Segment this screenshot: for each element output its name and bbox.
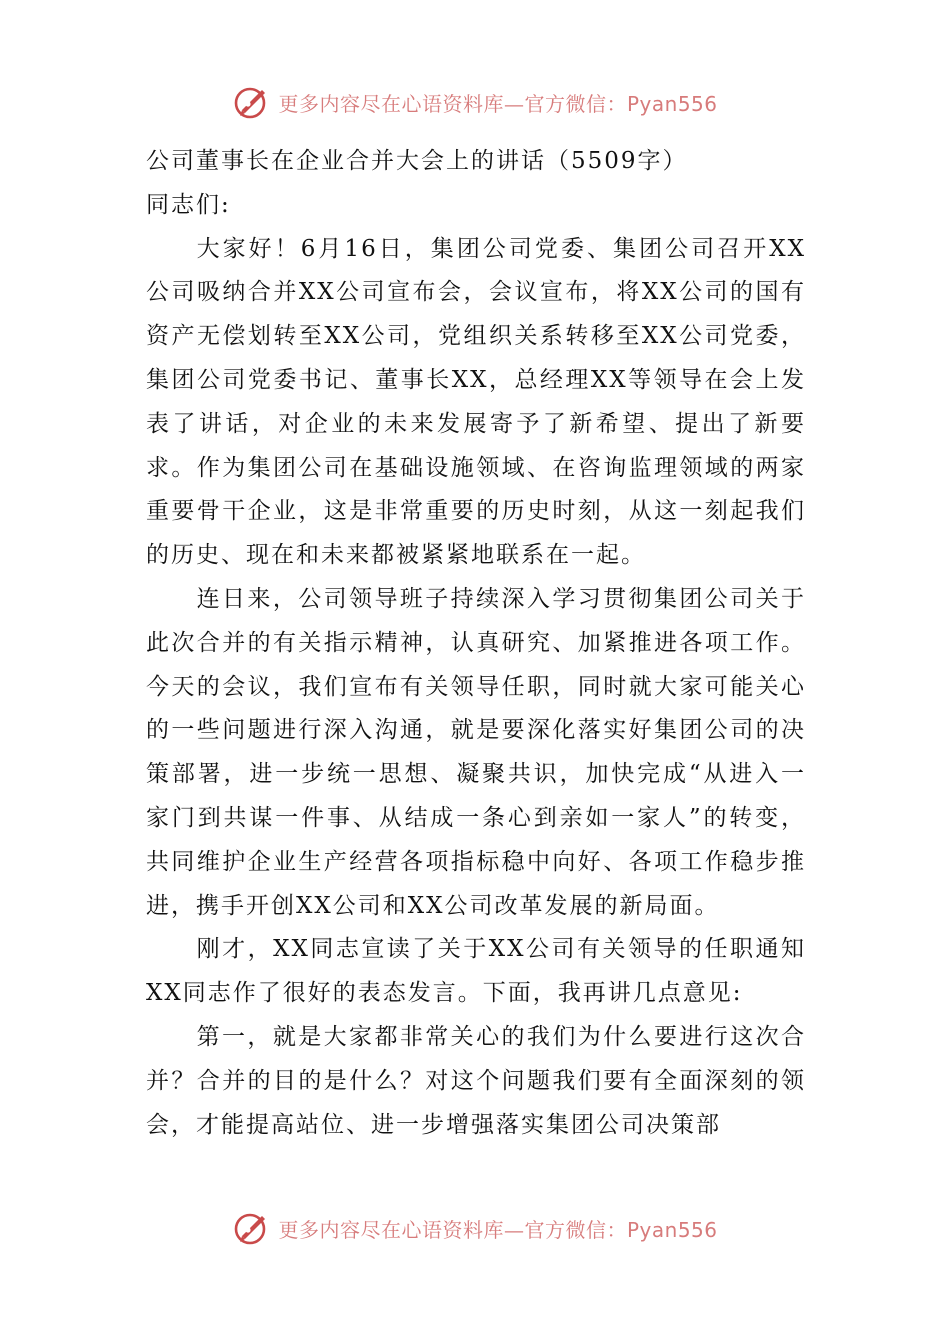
footer-banner bbox=[0, 1206, 950, 1250]
wechat-id: Pyan556 bbox=[626, 1217, 718, 1242]
paragraph-3: 刚才，XX同志宣读了关于XX公司有关领导的任职通知XX同志作了很好的表态发言。下面，我再讲几点意见: bbox=[146, 936, 806, 1007]
paragraph-1: 大家好！6月16日，集团公司党委、集团公司召开XX公司吸纳合并XX公司宣布会，会议宣布，将XX公司的国有资产无偿划转至XX公司，党组织关系转移至XX公司党委，集团公司党委书记、董事长XX，总经理XX等领导在会上发表了讲话，对企业的未来发展寄予了新希望、提出了新要求。作为集团公司在基础设施领域、在咨询监理领域的两家重要骨干企业，这是非常重要的历史时刻，从这一刻起我们的历史、现在和未来都被紧紧地联系在一起。 bbox=[146, 235, 806, 569]
pen-circle-icon bbox=[232, 1208, 272, 1248]
banner-text: 更多内容尽在心语资料库—官方微信：Pyan556 bbox=[278, 91, 718, 116]
wechat-id: Pyan556 bbox=[626, 91, 718, 116]
document-title: 公司董事长在企业合并大会上的讲话（5509字） bbox=[146, 148, 688, 174]
header-banner bbox=[0, 80, 950, 124]
salutation: 同志们: bbox=[146, 191, 231, 218]
pen-circle-icon bbox=[232, 82, 272, 122]
paragraph-4: 第一，就是大家都非常关心的我们为什么要进行这次合并？合并的目的是什么？对这个问题我们要有全面深刻的领会，才能提高站位、进一步增强落实集团公司决策部 bbox=[146, 1023, 806, 1138]
banner-text: 更多内容尽在心语资料库—官方微信：Pyan556 bbox=[278, 1217, 718, 1242]
document-body bbox=[146, 140, 806, 1147]
paragraph-2: 连日来，公司领导班子持续深入学习贯彻集团公司关于此次合并的有关指示精神，认真研究、加紧推进各项工作。今天的会议，我们宣布有关领导任职，同时就大家可能关心的一些问题进行深入沟通，就是要深化落实好集团公司的决策部署，进一步统一思想、凝聚共识，加快完成“从进入一家门到共谋一件事、从结成一条心到亲如一家人”的转变，共同维护企业生产经营各项指标稳中向好、各项工作稳步推进，携手开创XX公司和XX公司改革发展的新局面。 bbox=[146, 585, 806, 919]
